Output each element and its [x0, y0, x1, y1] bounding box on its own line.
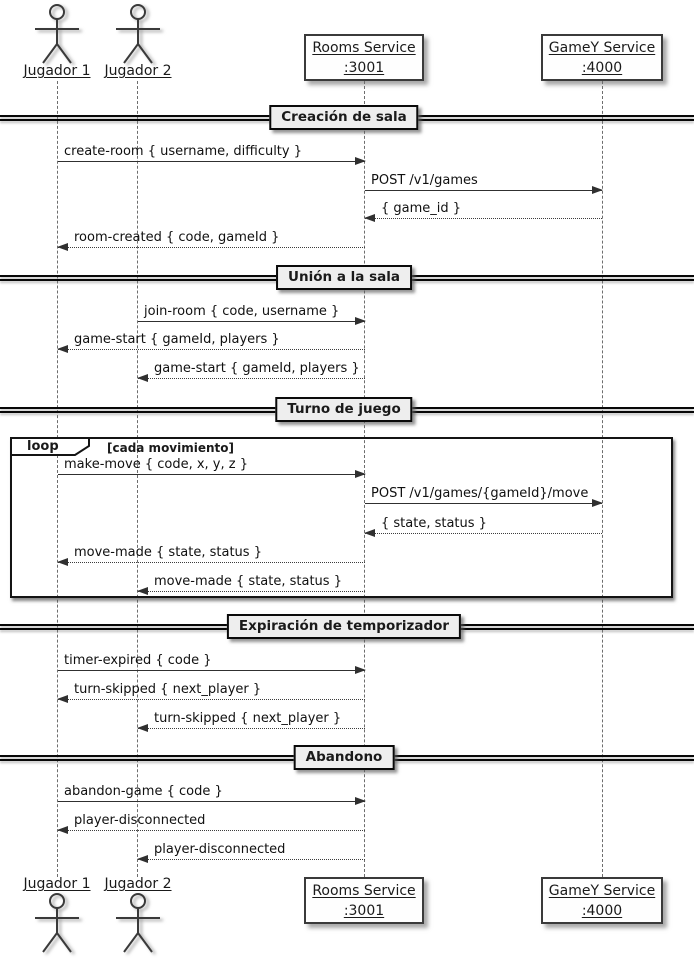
participant-box-top	[304, 34, 424, 81]
message-label: { state, status }	[381, 516, 487, 531]
actor-label-bottom: Jugador 1	[23, 876, 91, 892]
participant-port: :4000	[581, 903, 623, 919]
message-arrow	[58, 830, 365, 831]
message-arrow	[138, 321, 365, 322]
message-label: timer-expired { code }	[64, 653, 212, 668]
actor-label-top: Jugador 1	[23, 63, 91, 79]
participant-port: :3001	[343, 903, 385, 919]
divider-label: Turno de juego	[275, 397, 412, 422]
message-arrow	[138, 378, 365, 379]
divider-label: Unión a la sala	[276, 265, 412, 290]
message-label: game-start { gameId, players }	[154, 361, 360, 376]
message-arrow	[138, 728, 365, 729]
message-turn-skipped-j1	[58, 683, 365, 700]
message-label: POST /v1/games/{gameId}/move	[371, 486, 589, 501]
divider-turno-de-juego	[0, 397, 694, 423]
message-room-created	[58, 231, 365, 248]
participant-port: :3001	[343, 60, 385, 76]
message-arrow	[58, 801, 365, 802]
message-game-start-j2	[138, 362, 365, 379]
participant-port: :4000	[581, 60, 623, 76]
message-turn-skipped-j2	[138, 712, 365, 729]
message-arrow	[365, 533, 602, 534]
actor-icon	[114, 892, 162, 954]
divider-label: Expiración de temporizador	[227, 614, 461, 639]
message-arrow	[58, 699, 365, 700]
message-arrow	[365, 190, 602, 191]
message-timer-expired	[58, 654, 365, 671]
message-post-games	[365, 174, 602, 191]
message-label: player-disconnected	[74, 813, 206, 828]
message-label: abandon-game { code }	[64, 784, 223, 799]
actor-icon	[33, 3, 81, 65]
participant-box-bottom	[541, 877, 663, 924]
message-label: POST /v1/games	[371, 173, 478, 188]
participant-name: GameY Service	[548, 40, 656, 56]
message-player-disconnected-j2	[138, 843, 365, 860]
message-player-disconnected-j1	[58, 814, 365, 831]
participant-box-top	[541, 34, 663, 81]
divider-expiracion-de-temporizador	[0, 614, 694, 640]
participant-name: Rooms Service	[312, 883, 416, 899]
message-label: turn-skipped { next_player }	[154, 711, 342, 726]
message-arrow	[58, 670, 365, 671]
message-label: create-room { username, difficulty }	[64, 144, 303, 159]
divider-abandono	[0, 745, 694, 771]
message-game-start-j1	[58, 333, 365, 350]
divider-union-a-la-sala	[0, 265, 694, 291]
message-label: room-created { code, gameId }	[74, 230, 280, 245]
message-label: { game_id }	[381, 201, 462, 216]
participant-name: Rooms Service	[312, 40, 416, 56]
message-arrow	[365, 503, 602, 504]
message-label: player-disconnected	[154, 842, 286, 857]
message-abandon-game	[58, 785, 365, 802]
message-arrow	[138, 591, 365, 592]
actor-label-bottom: Jugador 2	[104, 876, 172, 892]
message-label: move-made { state, status }	[74, 545, 262, 560]
message-arrow	[58, 349, 365, 350]
divider-creacion-de-sala	[0, 105, 694, 131]
message-arrow	[58, 562, 365, 563]
message-create-room	[58, 145, 365, 162]
message-state-status	[365, 517, 602, 534]
participant-box-bottom	[304, 877, 424, 924]
divider-label: Creación de sala	[269, 105, 418, 130]
message-game-id	[365, 202, 602, 219]
message-join-room	[138, 305, 365, 322]
divider-label: Abandono	[294, 745, 395, 770]
participant-name: GameY Service	[548, 883, 656, 899]
message-label: make-move { code, x, y, z }	[64, 457, 248, 472]
actor-icon	[114, 3, 162, 65]
message-arrow	[58, 247, 365, 248]
message-label: turn-skipped { next_player }	[74, 682, 262, 697]
message-post-move	[365, 487, 602, 504]
message-arrow	[365, 218, 602, 219]
loop-condition: [cada movimiento]	[107, 441, 235, 455]
message-make-move	[58, 458, 365, 475]
message-label: join-room { code, username }	[144, 304, 340, 319]
loop-keyword: loop	[27, 439, 59, 454]
actor-label-top: Jugador 2	[104, 63, 172, 79]
message-move-made-j2	[138, 575, 365, 592]
message-label: move-made { state, status }	[154, 574, 342, 589]
actor-icon	[33, 892, 81, 954]
message-arrow	[58, 474, 365, 475]
message-move-made-j1	[58, 546, 365, 563]
message-arrow	[58, 161, 365, 162]
message-label: game-start { gameId, players }	[74, 332, 280, 347]
message-arrow	[138, 859, 365, 860]
